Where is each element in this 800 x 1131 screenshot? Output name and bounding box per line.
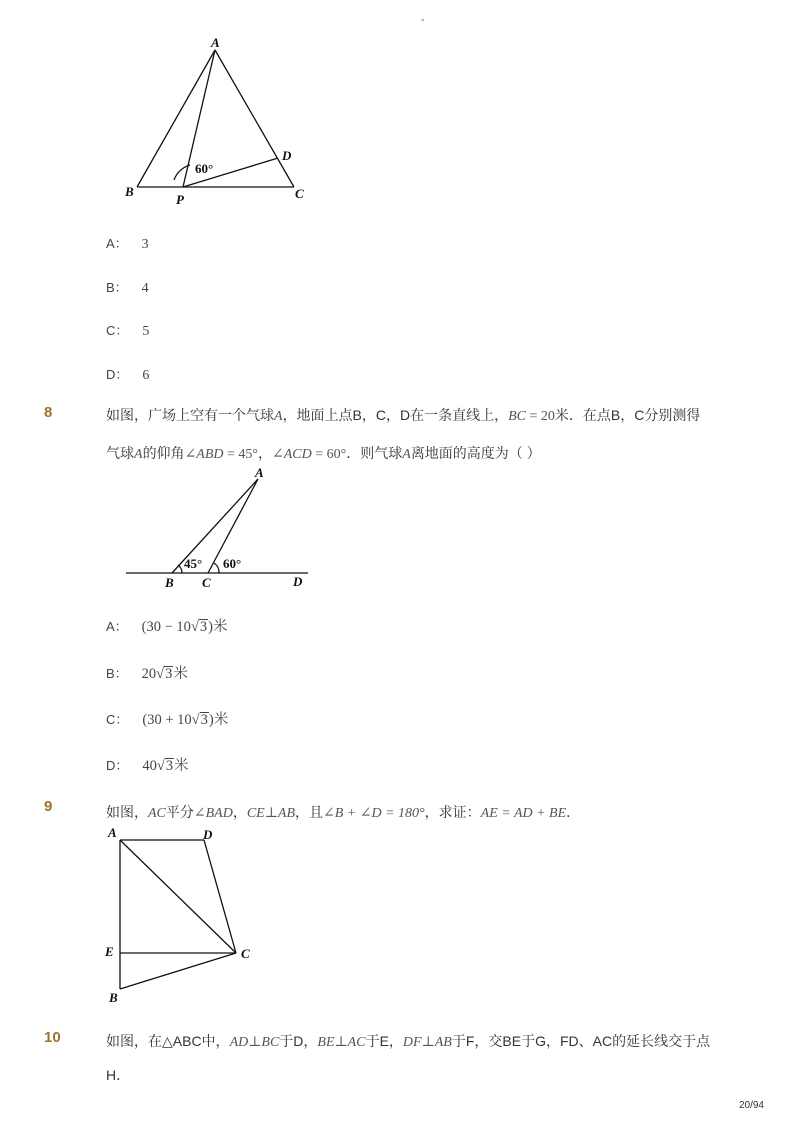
figure-quadrilateral-abcd — [100, 822, 270, 1012]
q8-option-c[interactable]: C： (30 + 10√3)米 — [106, 712, 229, 728]
question-number-8: 8 — [44, 404, 53, 421]
label-angle-60: 60° — [195, 161, 214, 176]
question-number-9: 9 — [44, 798, 53, 815]
q8-option-d[interactable]: D： 40√3米 — [106, 758, 189, 774]
label-c: C — [202, 575, 211, 590]
q10-text-line1: 如图，在△ABC中，AD⊥BC于D，BE⊥AC于E，DF⊥AB于F，交BE于G，FD、AC的延长线交于点 — [106, 1033, 711, 1050]
label-d: D — [293, 574, 303, 589]
q10-text-line2: H． — [106, 1067, 131, 1083]
q8-text-line1: 如图，广场上空有一个气球A，地面上点B，C，D在一条直线上，BC = 20米．在点B，C分别测得 — [106, 407, 701, 424]
q9-text: 如图，AC平分∠BAD，CE⊥AB，且∠B + ∠D = 180°，求证：AE = AD + BE． — [106, 804, 581, 821]
q7-option-d[interactable]: D： 6 — [106, 367, 150, 383]
q8-text-line2: 气球A的仰角∠ABD = 45°，∠ACD = 60°．则气球A离地面的高度为（ ） — [106, 445, 541, 462]
label-e: E — [105, 944, 114, 959]
label-c: C — [241, 946, 250, 961]
label-b: B — [165, 575, 174, 590]
label-d: D — [282, 148, 292, 163]
label-b: B — [125, 184, 134, 199]
header-mark: - — [421, 14, 425, 26]
page-number: 20/94 — [738, 1100, 764, 1111]
label-a: A — [255, 465, 264, 480]
label-angle-45: 45° — [184, 556, 203, 571]
question-number-10: 10 — [44, 1029, 61, 1046]
label-p: P — [176, 192, 184, 207]
label-a: A — [211, 35, 220, 50]
q8-option-a[interactable]: A： (30 − 10√3)米 — [106, 619, 228, 635]
label-b: B — [109, 990, 118, 1005]
q7-option-c[interactable]: C： 5 — [106, 323, 150, 339]
q7-option-b[interactable]: B： 4 — [106, 280, 149, 296]
label-a: A — [108, 825, 117, 840]
q8-option-b[interactable]: B： 20√3米 — [106, 666, 188, 682]
q7-option-a[interactable]: A： 3 — [106, 236, 149, 252]
label-c: C — [295, 186, 304, 201]
figure-balloon-elevation — [120, 465, 320, 595]
label-d: D — [203, 827, 213, 842]
label-angle-60: 60° — [223, 556, 242, 571]
figure-triangle-apd — [110, 30, 330, 220]
